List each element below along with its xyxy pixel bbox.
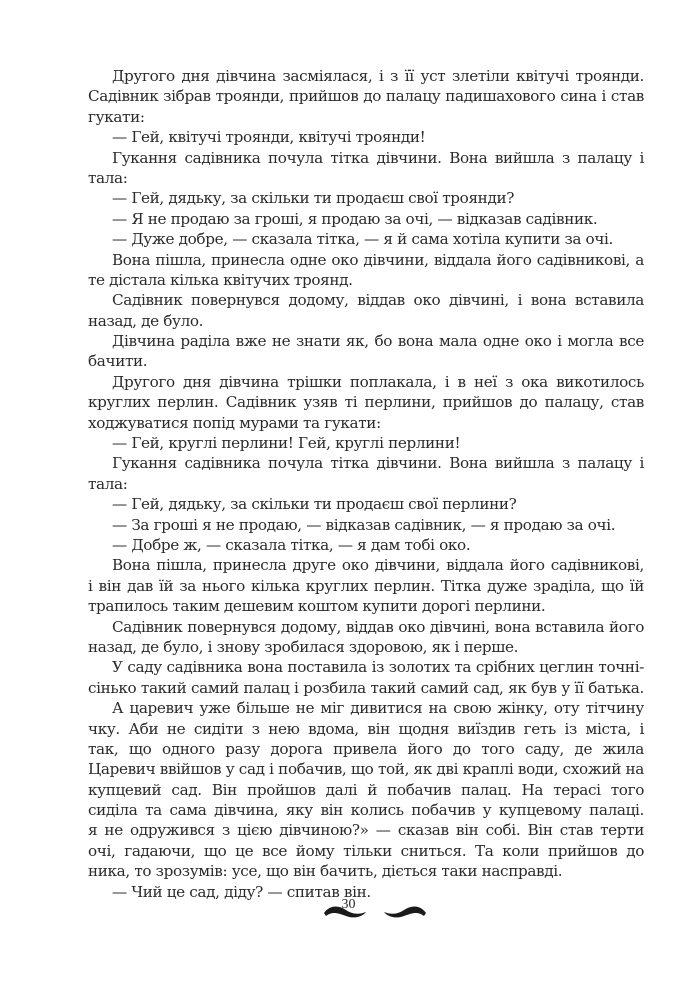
- text-line: — Дуже добре, — сказала тітка, — я й сама хотіла купити за очі.: [112, 230, 614, 249]
- text-line: — Добре ж, — сказала тітка, — я дам тобі око.: [112, 535, 471, 554]
- text-line: — Я не продаю за гроші, я продаю за очі, — відказав садівник.: [112, 209, 598, 228]
- text-line: Гукання садівника почула тітка дівчини. Вона вийшла з палацу і: [112, 454, 644, 473]
- text-line: сиділа та сама дівчина, яку він колись побачив у купцевому палаці.: [88, 801, 644, 820]
- text-line: А царевич уже більше не міг дивитися на свою жінку, оту тітчину: [112, 699, 644, 718]
- page-footer: [0, 895, 697, 935]
- text-line: очі, гадаючи, що це все йому тільки сниться. Та коли прийшов до: [88, 841, 644, 860]
- text-line: ходжуватися попід мурами та гукати:: [88, 413, 381, 432]
- text-line: бачити.: [88, 352, 148, 371]
- text-line: — Гей, дядьку, за скільки ти продаєш свої перлини?: [112, 495, 517, 514]
- text-line: Вона пішла, принесла одне око дівчини, віддала його садівникові, а: [112, 250, 644, 269]
- text-line: гукати:: [88, 107, 145, 126]
- text-line: купцевий сад. Він пройшов далі й побачив палац. На терасі того: [88, 780, 644, 799]
- text-line: Садівник зібрав троянди, прийшов до палацу падишахового сина і став: [88, 87, 644, 106]
- text-line: — Чий це сад, діду? — спитав він.: [112, 882, 371, 901]
- text-line: Царевич ввійшов у сад і побачив, що той, як дві краплі води, схожий на: [88, 760, 644, 779]
- text-line: Садівник повернувся додому, віддав око дівчині, і вона вставила: [112, 291, 644, 310]
- text-line: — Гей, дядьку, за скільки ти продаєш свої троянди?: [112, 189, 515, 208]
- text-line: ника, то зрозумів: усе, що він бачить, діється таки насправді.: [88, 862, 563, 881]
- book-page-text: [88, 66, 644, 902]
- text-line: — Гей, круглі перлини! Гей, круглі перлини!: [112, 434, 461, 453]
- text-line: Дівчина раділа вже не знати як, бо вона мала одне око і могла все: [112, 332, 644, 351]
- text-line: тала:: [88, 168, 128, 187]
- text-line: Садівник повернувся додому, віддав око дівчині, вона вставила його: [112, 617, 644, 636]
- page-number: 30: [341, 897, 356, 912]
- text-line: — За гроші я не продаю, — відказав садівник, — я продаю за очі.: [112, 515, 616, 534]
- text-line: круглих перлин. Садівник узяв ті перлини, прийшов до палацу, став: [88, 393, 644, 412]
- text-line: чку. Аби не сидіти з нею вдома, він щодня виїздив геть із міста, і: [88, 719, 644, 738]
- text-line: тала:: [88, 474, 128, 493]
- text-line: У саду садівника вона поставила із золотих та срібних цеглин точні-: [112, 658, 644, 677]
- text-line: назад, де було, і знову зробилася здоровою, як і перше.: [88, 637, 519, 656]
- text-line: Гукання садівника почула тітка дівчини. Вона вийшла з палацу і: [112, 148, 644, 167]
- text-line: трапилось таким дешевим коштом купити дорогі перлини.: [88, 597, 546, 616]
- text-line: назад, де було.: [88, 311, 204, 330]
- text-line: Другого дня дівчина трішки поплакала, і в неї з ока викотилось: [112, 372, 644, 391]
- text-line: Вона пішла, принесла друге око дівчини, віддала його садівникові,: [112, 556, 644, 575]
- text-line: Другого дня дівчина засміялася, і з її уст злетіли квітучі троянди.: [112, 67, 644, 85]
- text-line: і він дав їй за нього кілька круглих перлин. Тітка дуже зраділа, що їй: [88, 576, 644, 595]
- text-line: те дістала кілька квітучих троянд.: [88, 270, 353, 289]
- text-line: сінько такий самий палац і розбила такий самий сад, як був у її батька.: [88, 678, 644, 697]
- text-line: так, що одного разу дорога привела його до того саду, де жила: [88, 739, 644, 758]
- text-line: я не одружився з цією дівчиною?» — сказав він собі. Він став терти: [88, 821, 644, 840]
- text-line: — Гей, квітучі троянди, квітучі троянди!: [112, 128, 426, 147]
